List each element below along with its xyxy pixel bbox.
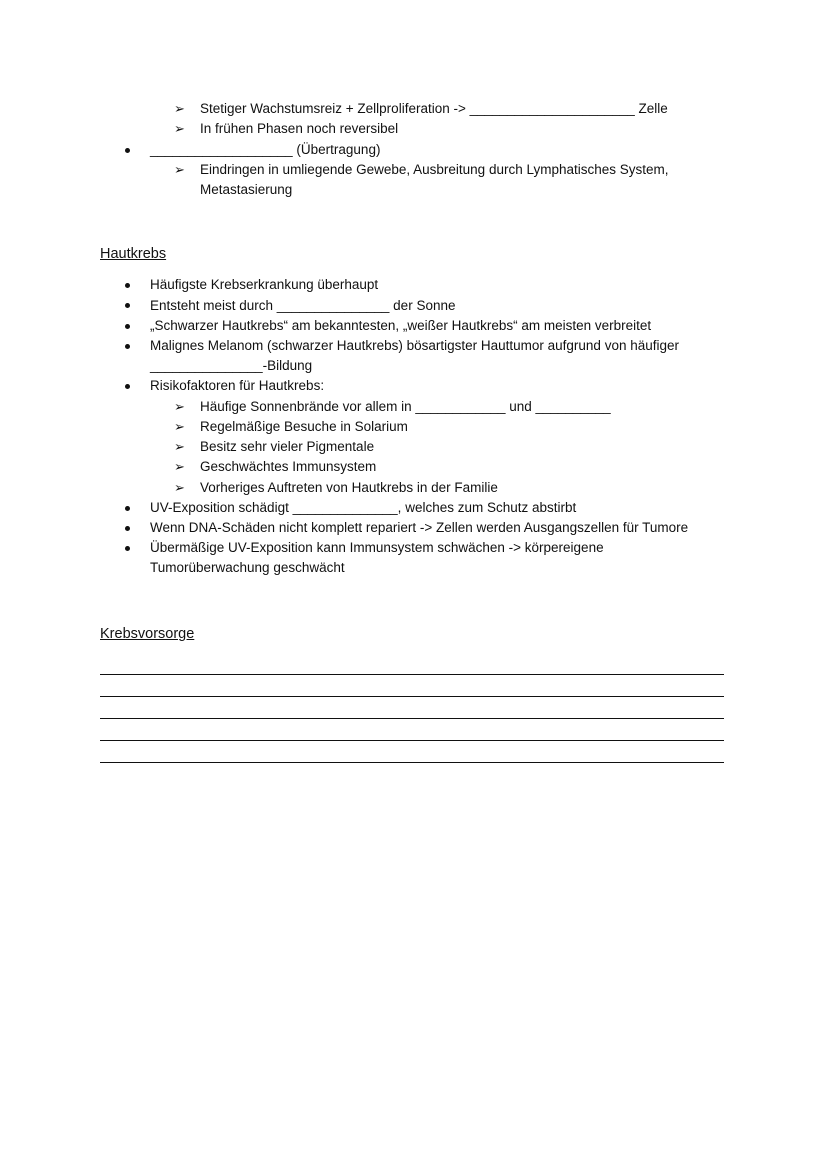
arrow-bullet-icon: ➢ [174,459,185,474]
list-item-text: „Schwarzer Hautkrebs“ am bekanntesten, „weißer Hautkrebs“ am meisten verbreitet [150,318,652,333]
bullet-icon [125,526,130,531]
arrow-bullet-icon: ➢ [174,480,185,495]
writing-line [100,762,724,763]
list-item-text: Malignes Melanom (schwarzer Hautkrebs) bösartigster Hauttumor aufgrund von häufiger [150,338,679,353]
arrow-bullet-icon: ➢ [174,439,185,454]
bullet-icon [125,324,130,329]
sub-item-text: Eindringen in umliegende Gewebe, Ausbreitung durch Lymphatisches System, [200,162,669,177]
bullet-icon [125,303,130,308]
list-item-text: Entsteht meist durch _______________ der Sonne [150,298,456,313]
arrow-bullet-icon: ➢ [174,121,185,136]
arrow-bullet-icon: ➢ [174,399,185,414]
bullet-icon [125,283,130,288]
section-heading-krebsvorsorge: Krebsvorsorge [100,626,195,642]
writing-line [100,696,724,697]
sub-item-text: Häufige Sonnenbrände vor allem in ____________ und __________ [200,399,611,414]
sub-item-text: Geschwächtes Immunsystem [200,459,377,474]
sub-item-text: Besitz sehr vieler Pigmentale [200,439,375,454]
bullet-icon [125,148,130,153]
arrow-bullet-icon: ➢ [174,419,185,434]
writing-line [100,718,724,719]
arrow-bullet-icon: ➢ [174,101,185,116]
sub-item-text-continued: Metastasierung [200,182,293,197]
list-item-text: Wenn DNA-Schäden nicht komplett repariert -> Zellen werden Ausgangszellen für Tumore [150,520,689,535]
list-item-text: ___________________ (Übertragung) [150,142,381,157]
section-heading-hautkrebs: Hautkrebs [100,246,167,262]
sub-item-text: Regelmäßige Besuche in Solarium [200,419,408,434]
bullet-icon [125,546,130,551]
writing-line [100,740,724,741]
sub-item-text: Stetiger Wachstumsreiz + Zellproliferation -> ______________________ Zelle [200,101,668,116]
list-item-text: UV-Exposition schädigt ______________, welches zum Schutz abstirbt [150,500,577,515]
bullet-icon [125,384,130,389]
list-item-text: Risikofaktoren für Hautkrebs: [150,378,325,393]
writing-line [100,674,724,675]
sub-item-text: In frühen Phasen noch reversibel [200,121,399,136]
arrow-bullet-icon: ➢ [174,162,185,177]
sub-item-text: Vorheriges Auftreten von Hautkrebs in der Familie [200,480,498,495]
bullet-icon [125,506,130,511]
bullet-icon [125,344,130,349]
list-item-text-continued: Tumorüberwachung geschwächt [150,560,345,575]
list-item-text: Übermäßige UV-Exposition kann Immunsystem schwächen -> körpereigene [150,540,604,555]
list-item-text-continued: _______________-Bildung [150,358,313,373]
list-item-text: Häufigste Krebserkrankung überhaupt [150,277,379,292]
